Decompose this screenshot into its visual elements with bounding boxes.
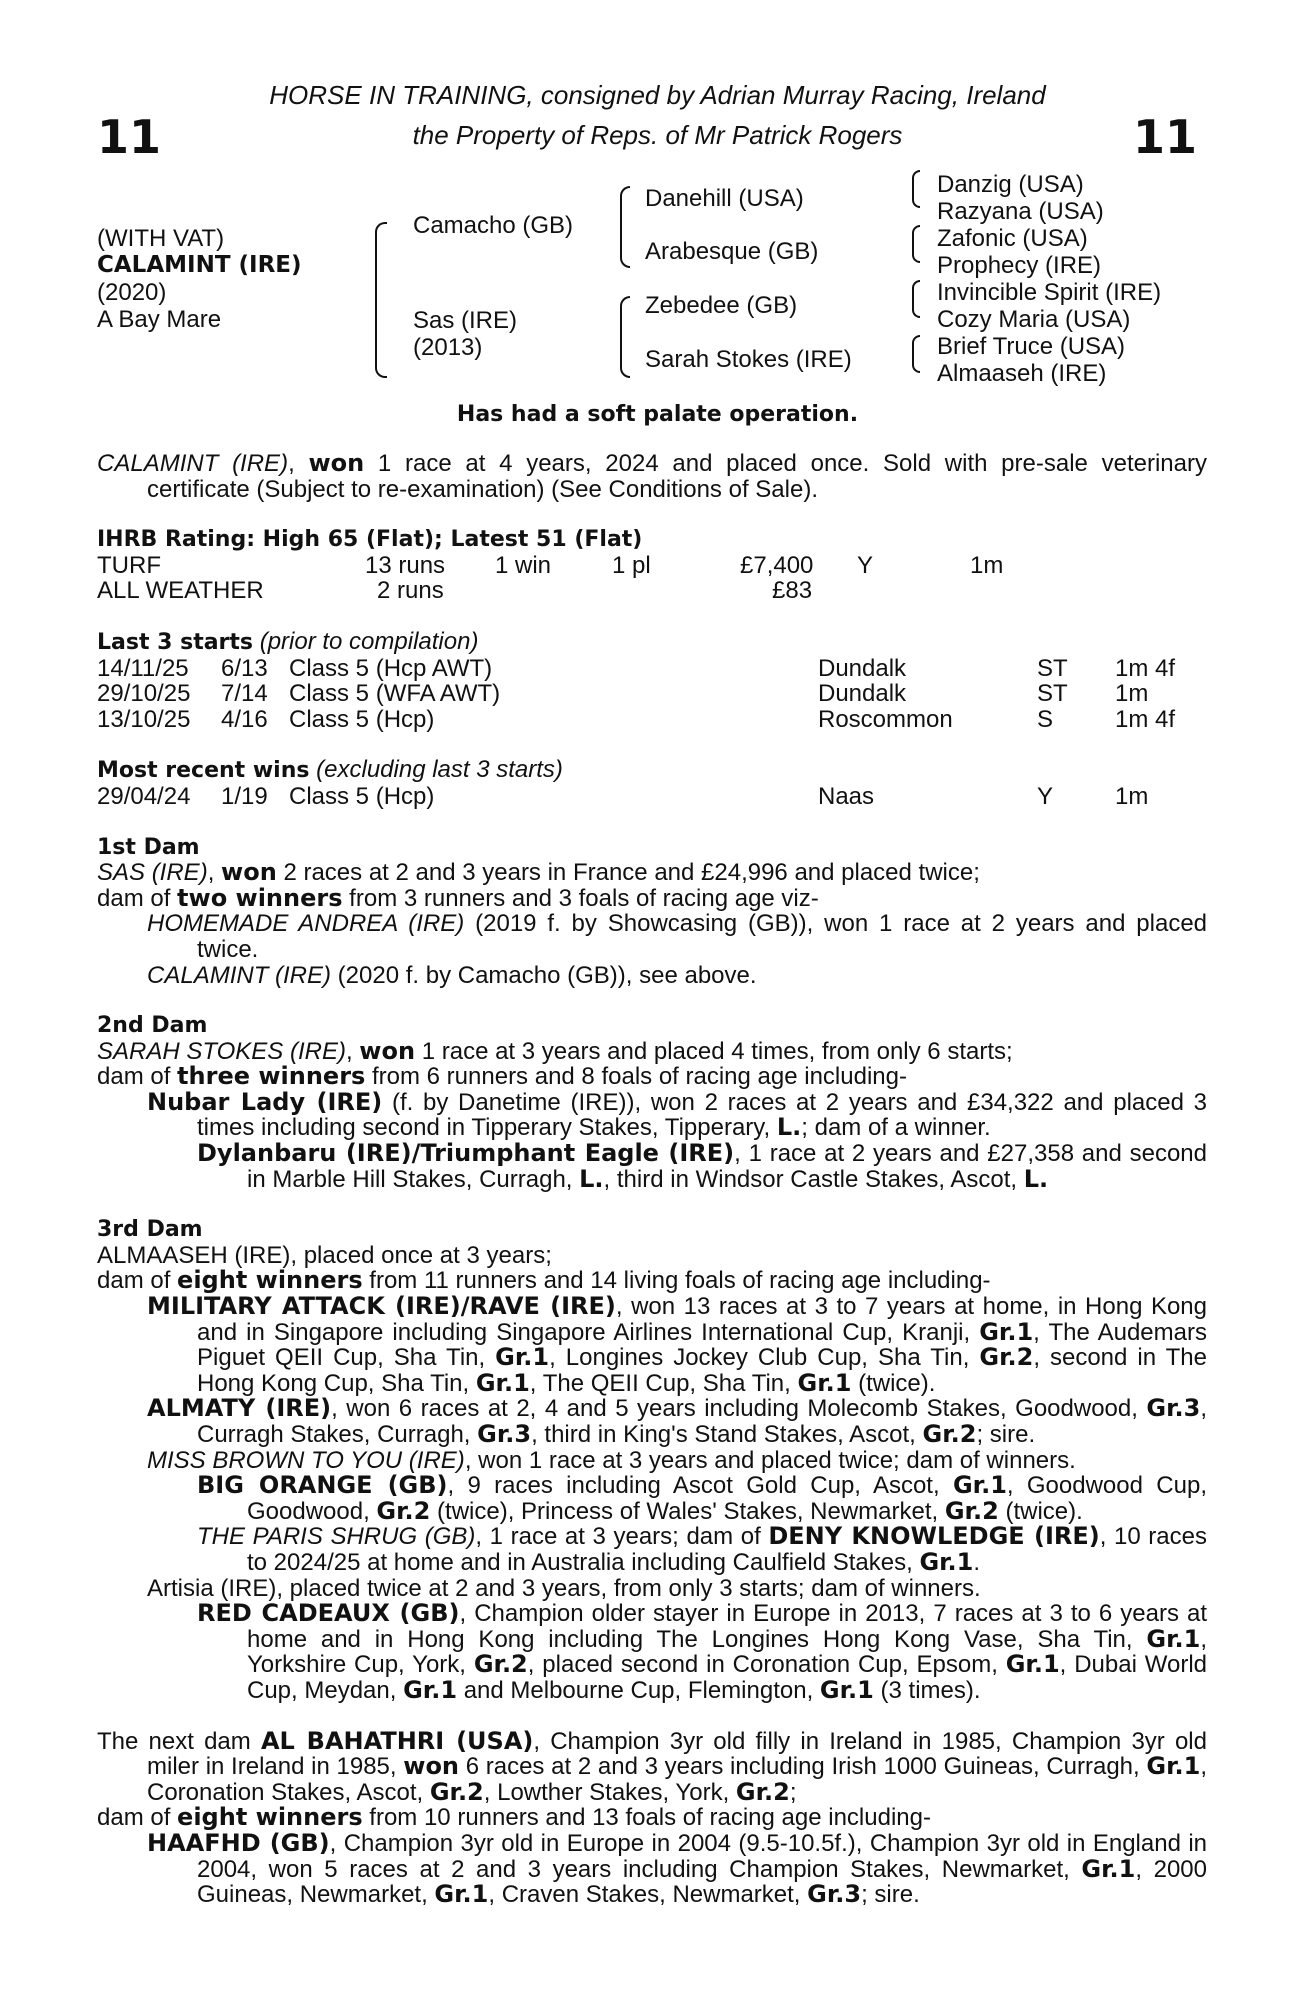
third-dam-line: ALMAASEH (IRE), placed once at 3 years; (97, 1241, 552, 1269)
pedigree-dam: Sas (IRE) (413, 307, 518, 334)
next-dam-line: The next dam AL BAHATHRI (USA), Champion 3yr old filly in Ireland in 1985, Champion 3yr old miler in Ireland in 1985, won 6 races at 2 and 3 years including Irish 1000 Guineas, Curragh, Gr.1, Coronation Stakes, Ascot, Gr.2, Lowther Stakes, York, Gr.2; (97, 1726, 1207, 1806)
first-dam-progeny: HOMEMADE ANDREA (IRE) (2019 f. by Showcasing (GB)), won 1 race at 2 years and placed twice. (147, 910, 1208, 963)
third-dam-progeny: Artisia (IRE), placed twice at 2 and 3 years, from only 3 starts; dam of winners. (147, 1574, 981, 1602)
first-dam-produce: dam of two winners from 3 runners and 3 foals of racing age viz- (97, 883, 819, 912)
third-dam-grandprogeny: BIG ORANGE (GB), 9 races including Ascot Gold Cup, Ascot, Gr.1, Goodwood Cup, Goodwood, Gr.2 (twice), Princess of Wales' Stakes, Newmarket, Gr.2 (twice). (197, 1471, 1207, 1525)
pedigree-dam-sire: Zebedee (GB) (645, 292, 798, 319)
pedigree-sire-sire: Danehill (USA) (645, 185, 804, 212)
pedigree-brace-g3 (912, 280, 920, 318)
second-dam-title: 2nd Dam (97, 1013, 208, 1039)
catalogue-body (97, 451, 1207, 1908)
pedigree-ancestor-3: Zafonic (USA) (937, 225, 1088, 252)
pedigree-sire-dam: Arabesque (GB) (645, 238, 819, 265)
third-dam-title: 3rd Dam (97, 1217, 203, 1243)
first-dam-progeny: CALAMINT (IRE) (2020 f. by Camacho (GB)), see above. (147, 961, 757, 989)
second-dam-progeny: Dylanbaru (IRE)/Triumphant Eagle (IRE), 1 race at 2 years and £27,358 and second in Marble Hill Stakes, Curragh, L., third in Windsor Castle Stakes, Ascot, L. (197, 1139, 1207, 1193)
veterinary-note: Has had a soft palate operation. (456, 402, 859, 427)
pedigree-ancestor-4: Prophecy (IRE) (937, 252, 1102, 279)
pedigree-brace-g4 (912, 335, 920, 373)
pedigree-brace-g2 (912, 225, 920, 263)
pedigree-ancestor-2: Razyana (USA) (937, 198, 1104, 225)
last-start-row: 13/10/25 4/16 Class 5 (Hcp) Roscommon S 1m 4f (97, 705, 1176, 733)
last-start-row: 29/10/25 7/14 Class 5 (WFA AWT) Dundalk ST 1m (97, 680, 1149, 708)
last-starts-title: Last 3 starts (prior to compilation) (97, 627, 479, 655)
pedigree-ancestor-5: Invincible Spirit (IRE) (937, 279, 1162, 306)
third-dam-grandprogeny: RED CADEAUX (GB), Champion older stayer in Europe in 2013, 7 races at 3 to 6 years at home and in Hong Kong including The Longines Hong Kong Vase, Sha Tin, Gr.1, Yorkshire Cup, York, Gr.2, placed second in Coronation Cup, Epsom, Gr.1, Dubai World Cup, Meydan, Gr.1 and Melbourne Cup, Flemington, Gr.1 (3 times). (197, 1599, 1208, 1704)
last-start-row: 14/11/25 6/13 Class 5 (Hcp AWT) Dundalk ST 1m 4f (97, 654, 1176, 682)
pedigree-ancestor-1: Danzig (USA) (937, 171, 1084, 198)
pedigree-brace-sire (620, 186, 630, 268)
pedigree-dam-dam: Sarah Stokes (IRE) (645, 346, 852, 373)
lot-number-right: 11 (1132, 110, 1197, 164)
rating-row-turf: TURF 13 runs 1 win 1 pl £7,400 Y 1m (97, 551, 1004, 579)
third-dam-produce: dam of eight winners from 11 runners and 14 living foals of racing age including- (97, 1266, 991, 1295)
rating-title: IHRB Rating: High 65 (Flat); Latest 51 (Flat) (97, 527, 643, 553)
pedigree-brace-g1 (912, 170, 920, 208)
second-dam-progeny: Nubar Lady (IRE) (f. by Danetime (IRE)), won 2 races at 2 years and £34,322 and placed 3 times including second in Tipperary Stakes, Tipperary, L.; dam of a winner. (147, 1087, 1207, 1142)
next-dam-progeny: HAAFHD (GB), Champion 3yr old in Europe in 2004 (9.5-10.5f.), Champion 3yr old in England in 2004, won 5 races at 2 and 3 years including Champion Stakes, Newmarket, Gr.1, 2000 Guineas, Newmarket, Gr.1, Craven Stakes, Newmarket, Gr.3; sire. (147, 1828, 1207, 1909)
third-dam-grandprogeny: THE PARIS SHRUG (GB), 1 race at 3 years; dam of DENY KNOWLEDGE (IRE), 10 races to 2024/25 at home and in Australia including Caulfield Stakes, Gr.1. (197, 1522, 1207, 1576)
second-dam-produce: dam of three winners from 6 runners and 8 foals of racing age including- (97, 1062, 907, 1091)
horse-name: CALAMINT (IRE) (97, 252, 302, 278)
second-dam-line: SARAH STOKES (IRE), won 1 race at 3 years and placed 4 times, from only 6 starts; (97, 1036, 1013, 1065)
summary-paragraph: CALAMINT (IRE), won 1 race at 4 years, 2024 and placed once. Sold with pre-sale veterinary certificate (Subject to re-examination) (See Conditions of Sale). (97, 449, 1207, 503)
pedigree-brace-parents (375, 222, 387, 378)
third-dam-progeny: ALMATY (IRE), won 6 races at 2, 4 and 5 years including Molecomb Stakes, Goodwood, Gr.3, Curragh Stakes, Curragh, Gr.3, third in King's Stand Stakes, Ascot, Gr.2; sire. (147, 1394, 1208, 1448)
first-dam-line: SAS (IRE), won 2 races at 2 and 3 years in France and £24,996 and placed twice; (97, 858, 980, 887)
first-dam-title: 1st Dam (97, 834, 200, 860)
rating-row-all-weather: ALL WEATHER 2 runs £83 (97, 577, 813, 605)
recent-wins-title: Most recent wins (excluding last 3 starts) (97, 756, 563, 784)
third-dam-progeny: MISS BROWN TO YOU (IRE), won 1 race at 3 years and placed twice; dam of winners. (147, 1446, 1076, 1474)
pedigree-dam-year: (2013) (413, 334, 483, 361)
third-dam-progeny: MILITARY ATTACK (IRE)/RAVE (IRE), won 13 races at 3 to 7 years at home, in Hong Kong and in Singapore including Singapore Airlines International Cup, Kranji, Gr.1, The Audemars Piguet QEII Cup, Sha Tin, Gr.1, Longines Jockey Club Cup, Sha Tin, Gr.2, second in The Hong Kong Cup, Sha Tin, Gr.1, The QEII Cup, Sha Tin, Gr.1 (twice). (147, 1292, 1207, 1397)
pedigree-ancestor-7: Brief Truce (USA) (937, 333, 1126, 360)
lot-number-left: 11 (97, 110, 162, 164)
header-consignor: HORSE IN TRAINING, consigned by Adrian Murray Racing, Ireland (269, 80, 1046, 110)
horse-year: (2020) (97, 279, 167, 306)
horse-description: A Bay Mare (97, 306, 222, 333)
header-property: the Property of Reps. of Mr Patrick Rogers (412, 120, 903, 150)
horse-vat: (WITH VAT) (97, 225, 225, 252)
pedigree-ancestor-6: Cozy Maria (USA) (937, 306, 1131, 333)
pedigree-ancestor-8: Almaaseh (IRE) (937, 360, 1107, 387)
pedigree-brace-dam (620, 296, 630, 378)
pedigree-sire: Camacho (GB) (413, 212, 574, 239)
recent-win-row: 29/04/24 1/19 Class 5 (Hcp) Naas Y 1m (97, 782, 1149, 810)
next-dam-produce: dam of eight winners from 10 runners and 13 foals of racing age including- (97, 1803, 931, 1832)
